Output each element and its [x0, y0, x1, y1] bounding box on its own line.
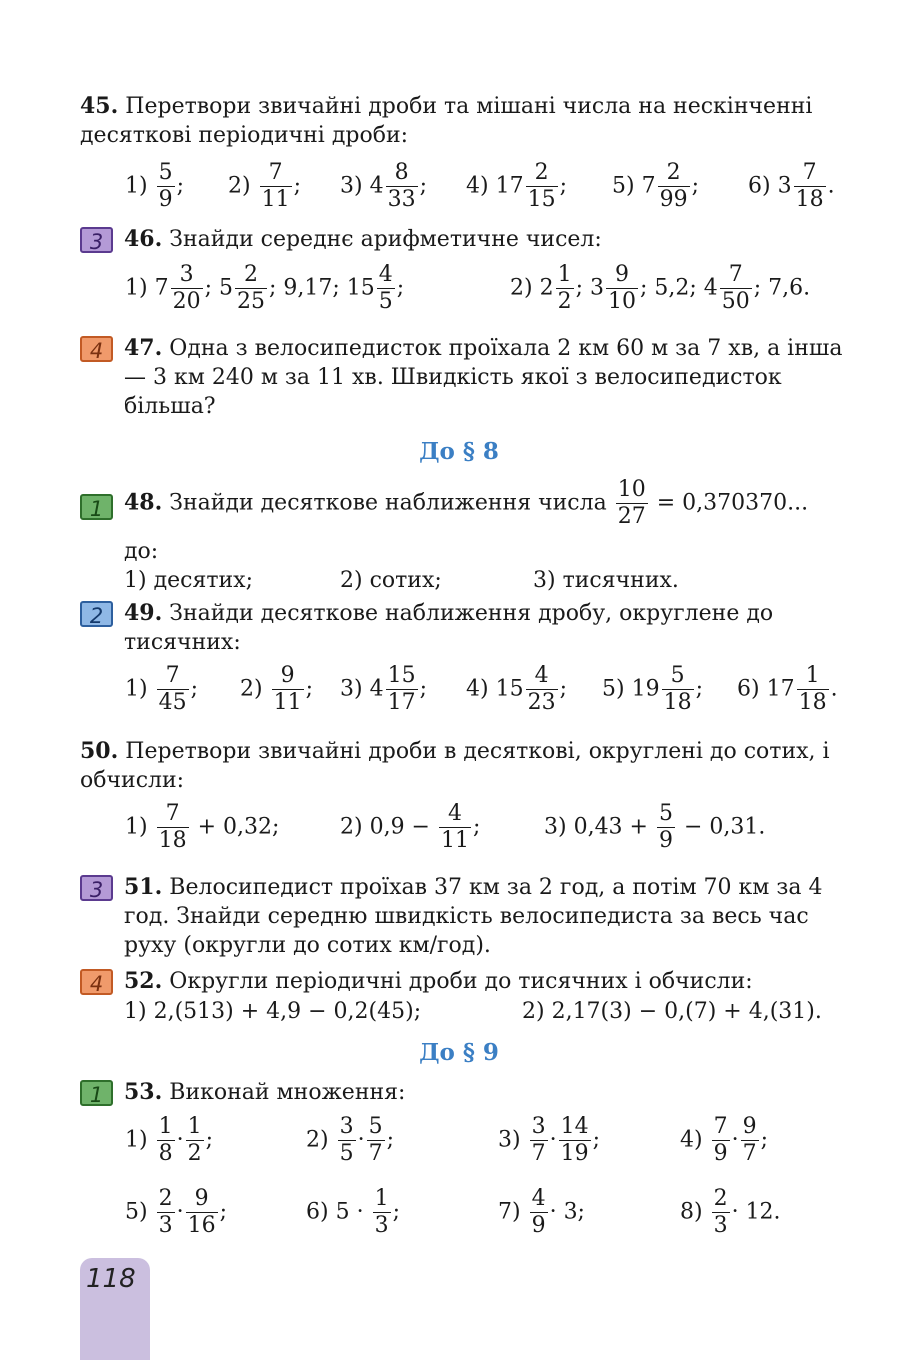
ex50-item-2: 2) 0,9 − $\frac{4}{11}$ ;: [340, 801, 481, 853]
exercise-text: Знайди десяткове наближення числа: [169, 490, 607, 516]
exercise-text: Перетвори звичайні дроби та мішані числа на нескінченні десяткові періодичні дроби:: [80, 94, 813, 148]
ex53-item-4: 4) $\frac{7}{9}$ · $\frac{9}{7}$ ;: [680, 1114, 768, 1166]
section-heading: До § 8: [419, 438, 499, 465]
ex49-item-2: 2) $\frac{9}{11}$ ;: [240, 663, 313, 715]
level-badge: 1: [80, 1080, 113, 1106]
level-badge: 3: [80, 875, 113, 901]
exercise-53: [124, 1078, 845, 1107]
exercise-text-line2: до:: [124, 539, 159, 564]
ex45-item-2: 2) $\frac{7}{11}$ ;: [228, 160, 301, 212]
exercise-47: [124, 334, 845, 421]
exercise-number: 51.: [124, 874, 163, 900]
ex50-item-3: 3) 0,43 + $\frac{5}{9}$ − 0,31.: [544, 801, 766, 853]
ex46-item-1: 1) 7 $\frac{3}{20}$ ; 5 $\frac{2}{25}$ ; 9,17; 15 $\frac{4}{5}$ ;: [125, 262, 405, 314]
ex45-item-1: 1) $\frac{5}{9}$ ;: [125, 160, 184, 212]
exercise-50: [80, 737, 845, 795]
level-badge: 4: [80, 336, 113, 362]
ex45-item-6: 6) 3 $\frac{7}{18}$ .: [748, 160, 835, 212]
exercise-number: 49.: [124, 600, 163, 626]
ex48-option-2: 2) сотих;: [340, 568, 442, 593]
level-badge: 1: [80, 494, 113, 520]
ex49-item-5: 5) 19 $\frac{5}{18}$ ;: [602, 663, 703, 715]
exercise-number: 53.: [124, 1079, 163, 1105]
ex53-item-7: 7) $\frac{4}{9}$ · 3;: [498, 1186, 585, 1238]
exercise-49: [124, 599, 845, 657]
ex53-item-8: 8) $\frac{2}{3}$ · 12.: [680, 1186, 781, 1238]
exercise-48: 48. Знайди десяткове наближення числа $\frac{10}{27}$ = 0,370370...: [124, 477, 809, 529]
ex52-item-2: 2) 2,17(3) − 0,(7) + 4,(31).: [522, 999, 822, 1024]
exercise-text: Округли періодичні дроби до тисячних і обчисли:: [169, 969, 753, 994]
exercise-text: Велосипедист проїхав 37 км за 2 год, а потім 70 км за 4 год. Знайди середню швидкість велосипедиста за весь час руху (округли до сотих км/год).: [124, 875, 823, 958]
exercise-45: [80, 92, 845, 150]
level-badge: 3: [80, 227, 113, 253]
ex50-item-1: 1) $\frac{7}{18}$ + 0,32;: [125, 801, 280, 853]
ex49-item-4: 4) 15 $\frac{4}{23}$ ;: [466, 663, 567, 715]
page-number: 118: [86, 1264, 136, 1294]
exercise-text: Одна з велосипедисток проїхала 2 км 60 м за 7 хв, а інша — 3 км 240 м за 11 хв. Швидкість якої з велосипедисток більша?: [124, 336, 843, 419]
ex46-item-2: 2) 2 $\frac{1}{2}$ ; 3 $\frac{9}{10}$ ; 5,2; 4 $\frac{7}{50}$ ; 7,6.: [510, 262, 811, 314]
exercise-52: [124, 967, 845, 996]
ex53-item-1: 1) $\frac{1}{8}$ · $\frac{1}{2}$ ;: [125, 1114, 213, 1166]
exercise-number: 52.: [124, 968, 163, 994]
level-badge: 4: [80, 969, 113, 995]
ex49-item-6: 6) 17 $\frac{1}{18}$ .: [737, 663, 838, 715]
ex48-option-3: 3) тисячних.: [533, 568, 679, 593]
exercise-number: 46.: [124, 226, 163, 252]
ex53-item-6: 6) 5 · $\frac{1}{3}$ ;: [306, 1186, 400, 1238]
ex53-item-3: 3) $\frac{3}{7}$ · $\frac{14}{19}$ ;: [498, 1114, 600, 1166]
exercise-number: 48.: [124, 489, 163, 516]
level-badge: 2: [80, 601, 113, 627]
ex45-item-4: 4) 17 $\frac{2}{15}$ ;: [466, 160, 567, 212]
exercise-number: 50.: [80, 738, 119, 764]
exercise-text-tail: = 0,370370...: [656, 490, 809, 516]
ex49-item-1: 1) $\frac{7}{45}$ ;: [125, 663, 198, 715]
ex48-option-1: 1) десятих;: [124, 568, 253, 593]
exercise-text: Перетвори звичайні дроби в десяткові, округлені до сотих, і обчисли:: [80, 739, 830, 793]
ex45-item-3: 3) 4 $\frac{8}{33}$ ;: [340, 160, 427, 212]
ex53-item-5: 5) $\frac{2}{3}$ · $\frac{9}{16}$ ;: [125, 1186, 227, 1238]
exercise-text: Знайди середнє арифметичне чисел:: [169, 227, 602, 252]
ex45-item-5: 5) 7 $\frac{2}{99}$ ;: [612, 160, 699, 212]
exercise-number: 47.: [124, 335, 163, 361]
exercise-51: [124, 873, 845, 960]
exercise-text: Знайди десяткове наближення дробу, округлене до тисячних:: [124, 601, 774, 655]
ex52-item-1: 1) 2,(513) + 4,9 − 0,2(45);: [124, 999, 422, 1024]
exercise-46: [124, 225, 845, 254]
ex53-item-2: 2) $\frac{3}{5}$ · $\frac{5}{7}$ ;: [306, 1114, 394, 1166]
exercise-text: Виконай множення:: [169, 1080, 406, 1105]
ex49-item-3: 3) 4 $\frac{15}{17}$ ;: [340, 663, 427, 715]
exercise-number: 45.: [80, 93, 119, 119]
section-heading: До § 9: [419, 1039, 499, 1066]
